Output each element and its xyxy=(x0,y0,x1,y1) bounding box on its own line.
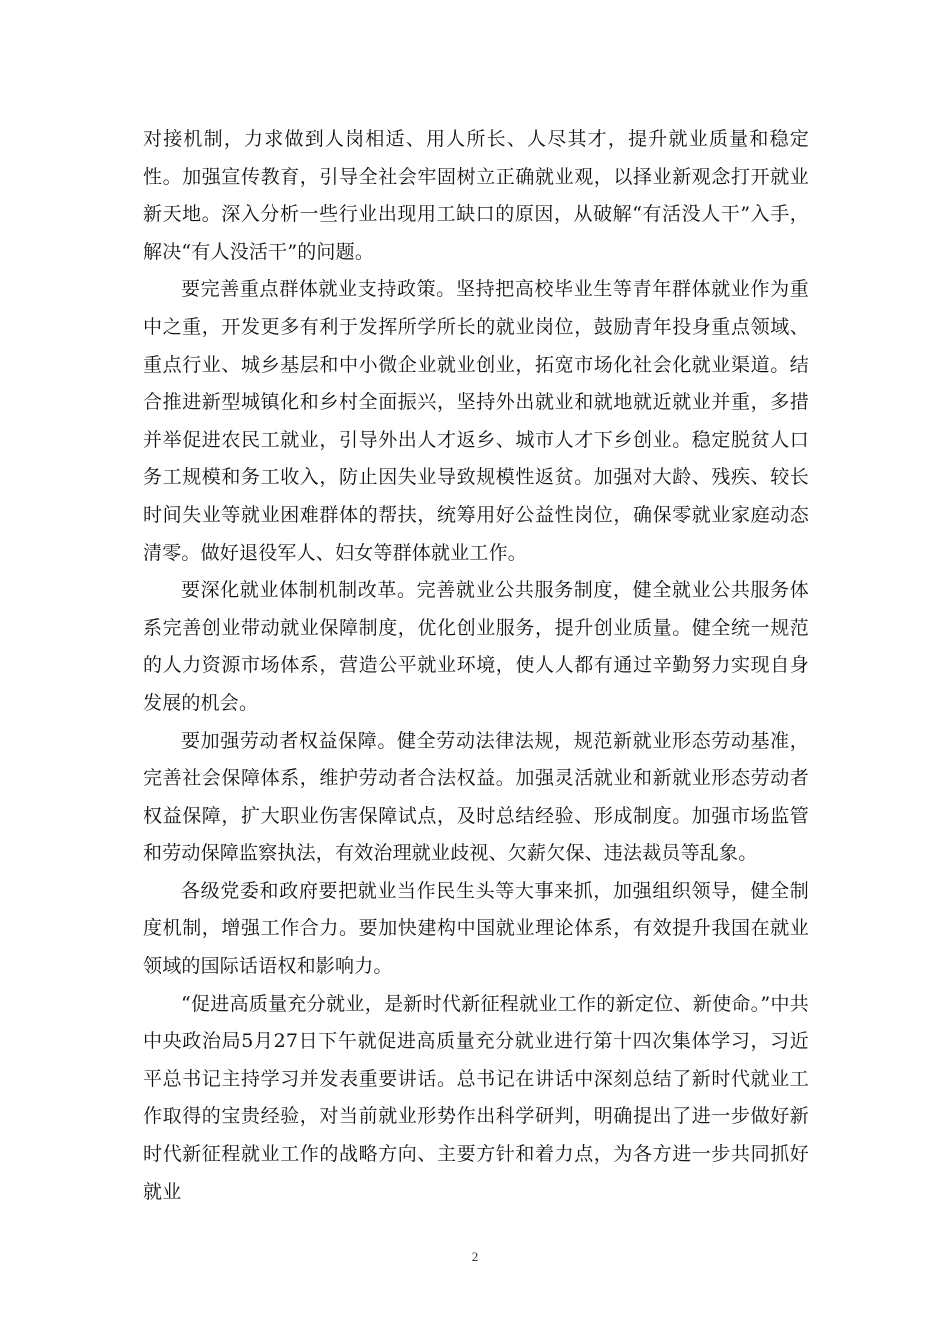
paragraph-key-groups-policy: 要完善重点群体就业支持政策。坚持把高校毕业生等青年群体就业作为重中之重，开发更多有利于发挥所学所长的就业岗位，鼓励青年投身重点领域、重点行业、城乡基层和中小微企业就业创业，拓宽市场化社会化就业渠道。结合推进新型城镇化和乡村全面振兴，坚持外出就业和就地就近就业并重，多措并举促进农民工就业，引导外出人才返乡、城市人才下乡创业。稳定脱贫人口务工规模和务工收入，防止因失业导致规模性返贫。加强对大龄、残疾、较长时间失业等就业困难群体的帮扶，统筹用好公益性岗位，确保零就业家庭动态清零。做好退役军人、妇女等群体就业工作。 xyxy=(143,278,809,564)
paragraph-institutional-reform: 要深化就业体制机制改革。完善就业公共服务制度，健全就业公共服务体系完善创业带动就业保障制度，优化创业服务，提升创业质量。健全统一规范的人力资源市场体系，营造公平就业环境，使人人都有通过辛勤努力实现自身发展的机会。 xyxy=(143,579,809,714)
page-number: 2 xyxy=(471,1249,479,1264)
document-body xyxy=(143,121,809,1211)
paragraph-continuation: 对接机制，力求做到人岗相适、用人所长、人尽其才，提升就业质量和稳定性。加强宣传教育，引导全社会牢固树立正确就业观，以择业新观念打开就业新天地。深入分析一些行业出现用工缺口的原因，从破解“有活没人干”入手，解决“有人没活干”的问题。 xyxy=(143,128,809,263)
paragraph-worker-rights: 要加强劳动者权益保障。健全劳动法律法规，规范新就业形态劳动基准，完善社会保障体系，维护劳动者合法权益。加强灵活就业和新就业形态劳动者权益保障，扩大职业伤害保障试点，及时总结经验、形成制度。加强市场监管和劳动保障监察执法，有效治理就业歧视、欠薪欠保、违法裁员等乱象。 xyxy=(143,729,809,865)
paragraph-party-government: 各级党委和政府要把就业当作民生头等大事来抓，加强组织领导，健全制度机制，增强工作合力。要加快建构中国就业理论体系，有效提升我国在就业领域的国际话语权和影响力。 xyxy=(143,879,809,978)
paragraph-high-quality-employment: “促进高质量充分就业，是新时代新征程就业工作的新定位、新使命。”中共中央政治局5月27日下午就促进高质量充分就业进行第十四次集体学习，习近平总书记主持学习并发表重要讲话。总书记在讲话中深刻总结了新时代就业工作取得的宝贵经验，对当前就业形势作出科学研判，明确提出了进一步做好新时代新征程就业工作的战略方向、主要方针和着力点，为各方进一步共同抓好就业 xyxy=(143,992,809,1203)
